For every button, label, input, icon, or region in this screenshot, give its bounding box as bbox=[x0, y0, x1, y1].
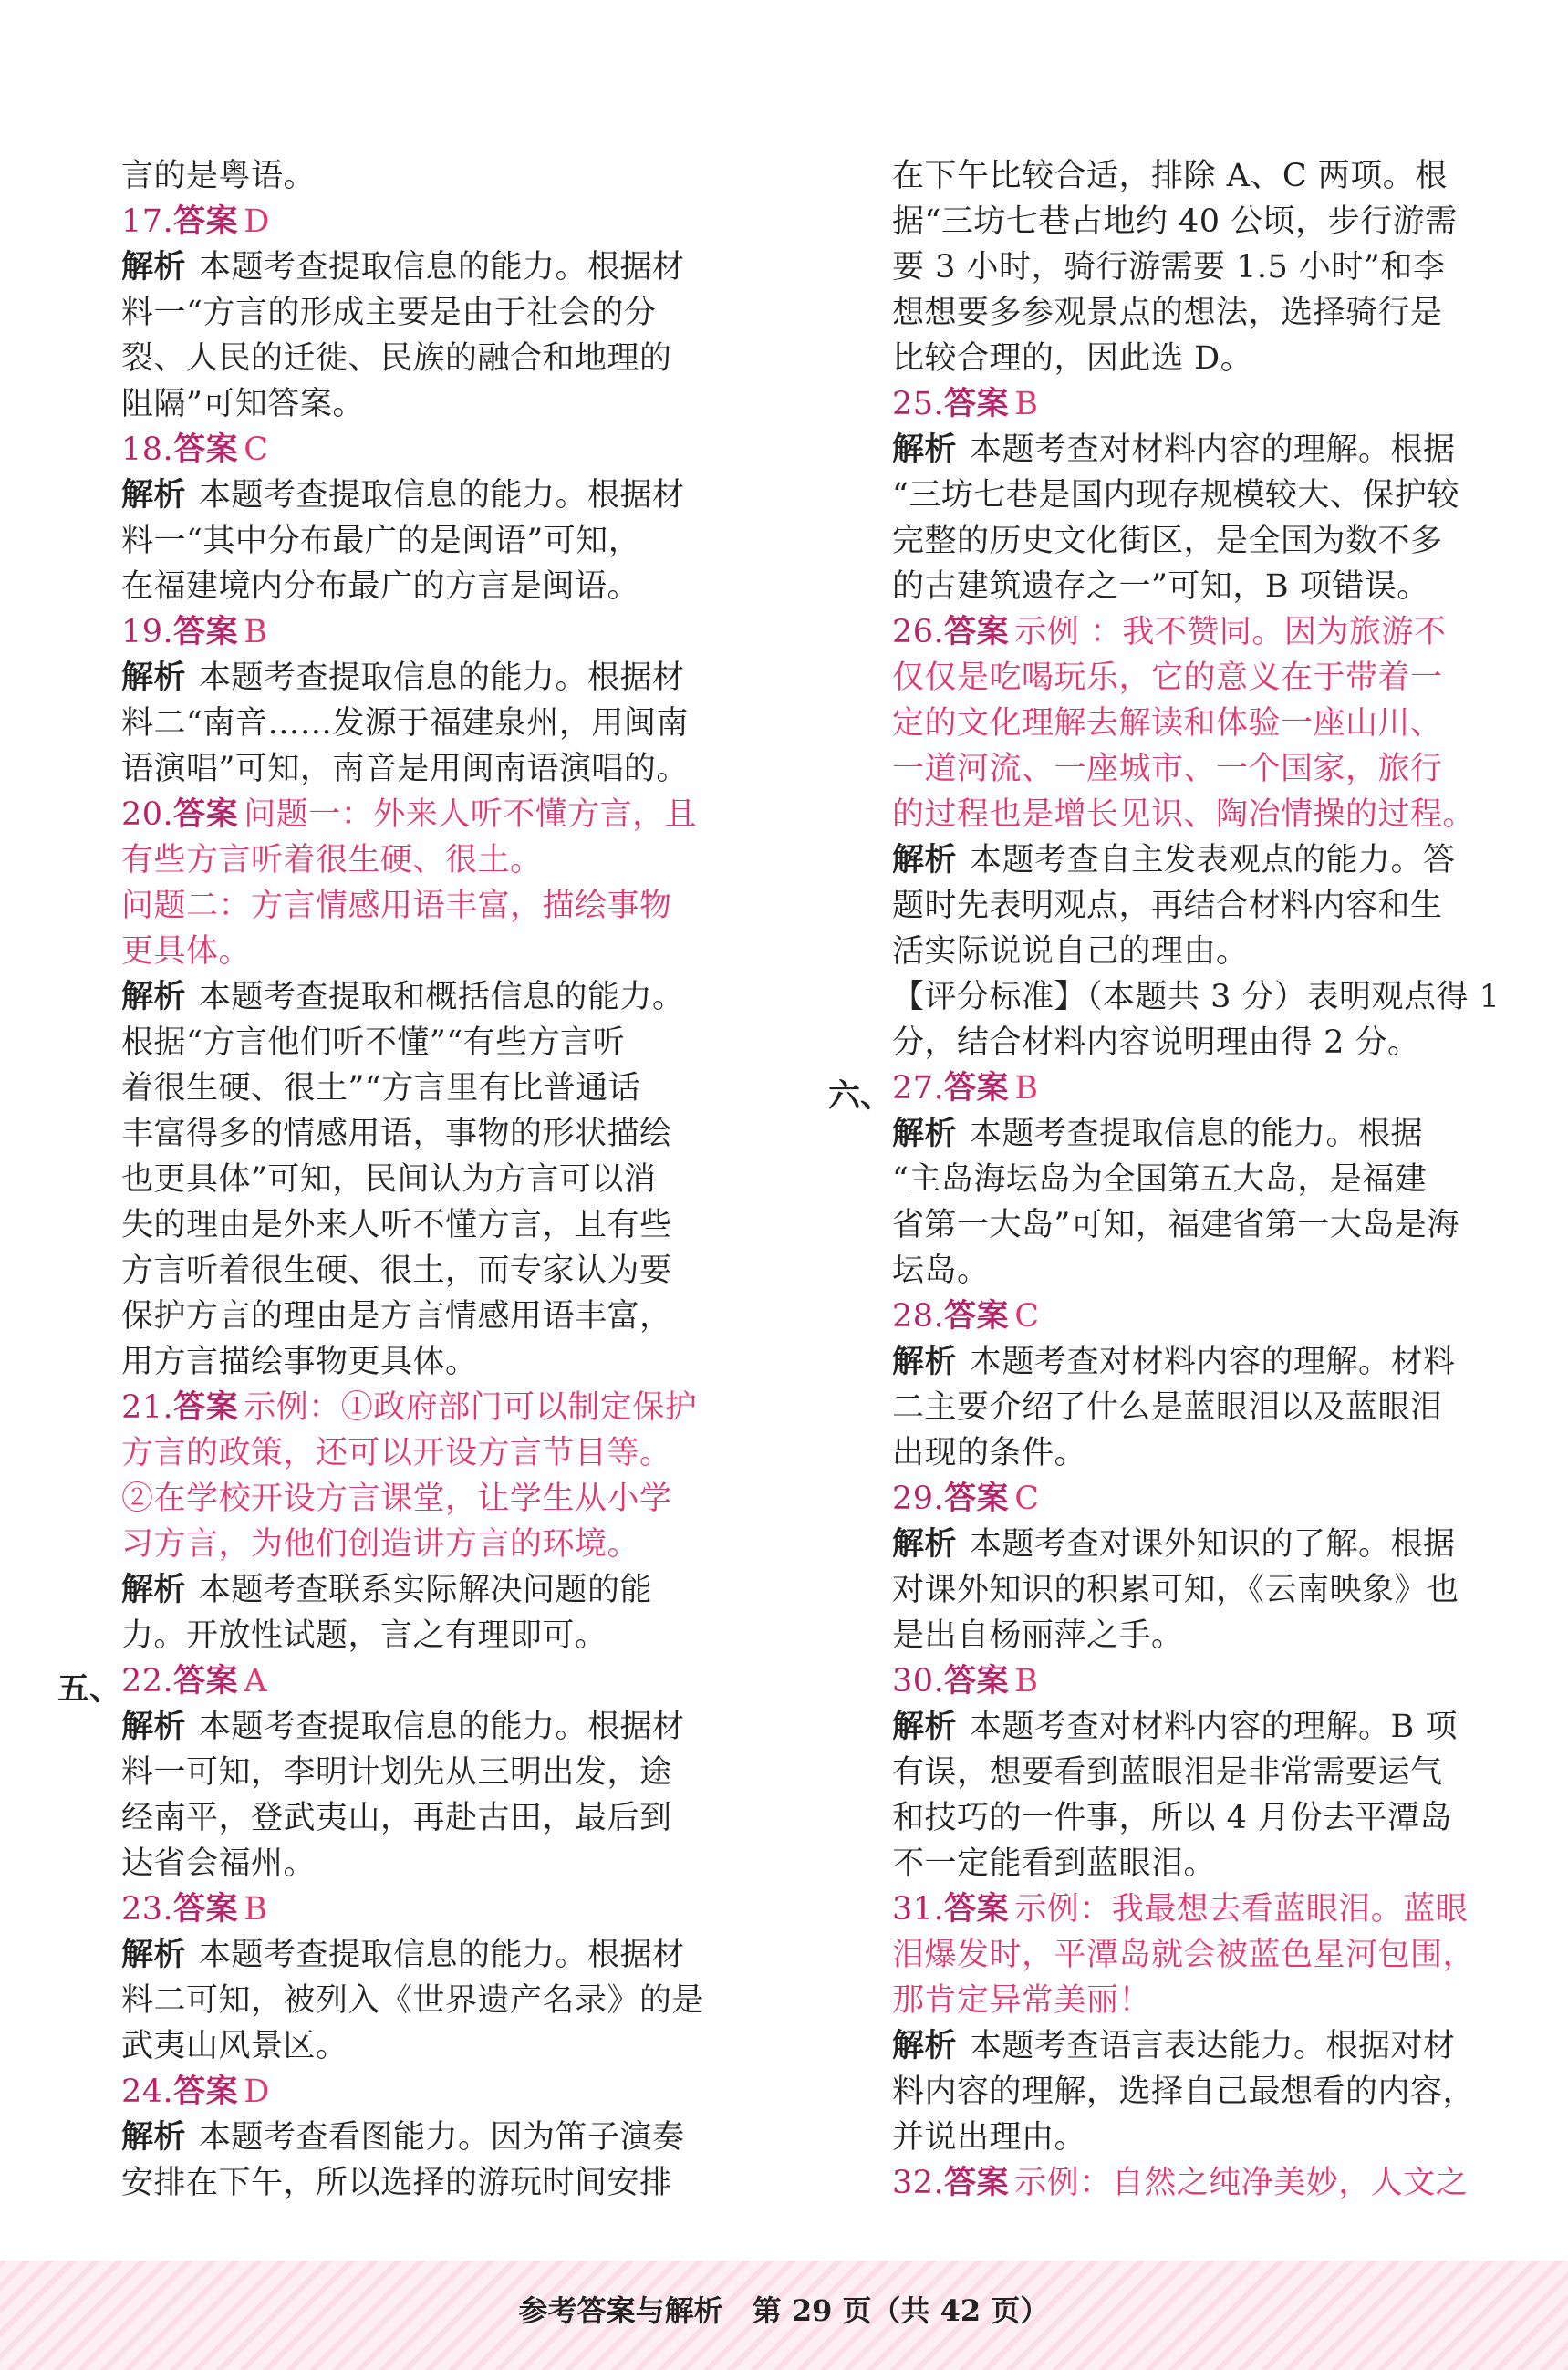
text-line bbox=[121, 1978, 723, 2023]
body-text: 不一定能看到蓝眼泪。 bbox=[892, 1845, 1217, 1882]
body-text: 想想要多参观景点的想法，选择骑行是 bbox=[892, 295, 1443, 331]
body-text: 省第一大岛”可知，福建省第一大岛是海 bbox=[892, 1207, 1459, 1243]
answer-label: 答案 bbox=[944, 1662, 1010, 1700]
analysis-line bbox=[121, 1567, 723, 1613]
analysis-line bbox=[892, 1704, 1496, 1750]
text-line bbox=[121, 1841, 723, 1887]
text-line bbox=[892, 2115, 1496, 2160]
analysis-line bbox=[121, 244, 723, 290]
analysis-label: 解析 bbox=[121, 1937, 187, 1973]
body-text: 安排在下午，所以选择的游玩时间安排 bbox=[121, 2165, 672, 2201]
answer-label: 答案 bbox=[173, 2073, 239, 2110]
answer-value: B bbox=[1014, 386, 1039, 422]
analysis-label: 解析 bbox=[121, 660, 187, 696]
body-text: 料一“方言的形成主要是由于社会的分 bbox=[121, 295, 657, 331]
section-number: 五、 bbox=[57, 1670, 122, 1708]
answer-line bbox=[892, 1294, 1496, 1339]
body-text: 题时先表明观点，再结合材料内容和生 bbox=[892, 888, 1443, 924]
text-line bbox=[121, 336, 723, 381]
analysis-line bbox=[121, 473, 723, 518]
text-line bbox=[121, 1476, 723, 1522]
question-number: 26. bbox=[892, 614, 945, 650]
text-line bbox=[121, 746, 723, 792]
analysis-text: 本题考查对材料内容的理解。B 项 bbox=[970, 1709, 1458, 1745]
answer-line bbox=[121, 199, 723, 244]
text-line bbox=[121, 381, 723, 427]
text-line bbox=[892, 883, 1496, 929]
text-line bbox=[892, 1020, 1496, 1065]
answer-text: 定的文化理解去解读和体验一座山川、 bbox=[892, 705, 1443, 742]
answer-line bbox=[892, 1065, 1496, 1111]
text-line bbox=[121, 153, 723, 199]
analysis-text: 本题考查提取信息的能力。根据材 bbox=[199, 249, 685, 286]
text-line bbox=[892, 746, 1496, 792]
text-line bbox=[121, 2023, 723, 2069]
body-text: 对课外知识的积累可知，《云南映象》也 bbox=[892, 1572, 1459, 1608]
text-line bbox=[892, 1750, 1496, 1795]
answer-line bbox=[892, 2160, 1496, 2206]
text-line bbox=[121, 1020, 723, 1065]
body-text: 根据“方言他们听不懂”“有些方言听 bbox=[121, 1024, 626, 1061]
body-text: 失的理由是外来人听不懂方言，且有些 bbox=[121, 1207, 672, 1243]
body-text: 料二可知，被列入《世界遗产名录》的是 bbox=[121, 1982, 705, 2019]
text-line bbox=[892, 336, 1496, 381]
text-line bbox=[892, 473, 1496, 518]
analysis-text: 本题考查提取信息的能力。根据材 bbox=[199, 660, 685, 696]
analysis-text: 本题考查对材料内容的理解。材料 bbox=[970, 1344, 1456, 1380]
answer-text: 一道河流、一座城市、一个国家，旅行 bbox=[892, 751, 1443, 787]
question-number: 22. bbox=[121, 1663, 174, 1700]
text-line bbox=[121, 1750, 723, 1795]
body-text: 达省会福州。 bbox=[121, 1845, 317, 1882]
answer-label: 答案 bbox=[173, 203, 239, 240]
answer-line bbox=[121, 2069, 723, 2115]
answer-value: C bbox=[1014, 1298, 1040, 1335]
question-number: 20. bbox=[121, 796, 174, 833]
answer-value: 示例 ：我不赞同。因为旅游不 bbox=[1014, 614, 1447, 650]
text-line bbox=[892, 1841, 1496, 1887]
text-line bbox=[892, 1385, 1496, 1430]
text-line bbox=[892, 244, 1496, 290]
text-line bbox=[892, 1795, 1496, 1841]
body-text: 在下午比较合适，排除 A、C 两项。根 bbox=[892, 158, 1448, 194]
answer-label: 答案 bbox=[944, 1069, 1010, 1107]
text-line bbox=[121, 1248, 723, 1294]
answer-value: B bbox=[1014, 1070, 1039, 1107]
text-line bbox=[892, 792, 1496, 837]
answer-text: 那肯定异常美丽！ bbox=[892, 1982, 1152, 2019]
text-line bbox=[121, 290, 723, 336]
answer-label: 答案 bbox=[173, 795, 239, 833]
text-line bbox=[892, 1978, 1496, 2023]
analysis-label: 解析 bbox=[892, 842, 958, 878]
body-text: 用方言描绘事物更具体。 bbox=[121, 1344, 478, 1380]
answer-label: 答案 bbox=[173, 431, 239, 468]
text-line bbox=[121, 1157, 723, 1202]
analysis-line bbox=[892, 427, 1496, 473]
text-line bbox=[121, 701, 723, 746]
question-number: 30. bbox=[892, 1663, 945, 1700]
text-line bbox=[892, 1430, 1496, 1476]
body-text: 裂、人民的迁徙、民族的融合和地理的 bbox=[121, 340, 672, 377]
answer-label: 答案 bbox=[944, 1480, 1010, 1517]
answer-label: 答案 bbox=[173, 613, 239, 650]
body-text: 的古建筑遗存之一”可知，B 项错误。 bbox=[892, 568, 1429, 605]
text-line bbox=[892, 701, 1496, 746]
body-text: 料一“其中分布最广的是闽语”可知， bbox=[121, 523, 641, 559]
answer-line bbox=[892, 1476, 1496, 1522]
answer-value: C bbox=[244, 431, 269, 468]
question-number: 23. bbox=[121, 1891, 174, 1928]
answer-label: 答案 bbox=[944, 1297, 1010, 1335]
body-text: 料二“南音……发源于福建泉州，用闽南 bbox=[121, 705, 689, 742]
answer-label: 答案 bbox=[173, 1662, 239, 1700]
text-line bbox=[121, 1065, 723, 1111]
answer-label: 答案 bbox=[173, 1388, 239, 1426]
body-text: 有误，想要看到蓝眼泪是非常需要运气 bbox=[892, 1754, 1443, 1791]
answer-line bbox=[892, 381, 1496, 427]
text-line bbox=[121, 518, 723, 564]
text-line bbox=[892, 2069, 1496, 2115]
answer-value: B bbox=[244, 614, 268, 650]
body-text: “三坊七巷是国内现存规模较大、保护较 bbox=[892, 477, 1459, 514]
body-text: 语演唱”可知，南音是用闽南语演唱的。 bbox=[121, 751, 689, 787]
answer-line bbox=[121, 792, 723, 837]
answer-text: 有些方言听着很生硬、很土。 bbox=[121, 842, 543, 878]
answer-text: 泪爆发时，平潭岛就会被蓝色星河包围， bbox=[892, 1937, 1476, 1973]
analysis-text: 本题考查对材料内容的理解。根据 bbox=[970, 431, 1456, 468]
text-line bbox=[892, 564, 1496, 609]
body-text: 武夷山风景区。 bbox=[121, 2028, 348, 2064]
question-number: 18. bbox=[121, 431, 174, 468]
answer-value: B bbox=[244, 1891, 268, 1928]
question-number: 21. bbox=[121, 1389, 174, 1426]
answer-label: 答案 bbox=[944, 613, 1010, 650]
text-line bbox=[121, 1339, 723, 1385]
text-line bbox=[121, 1522, 723, 1567]
analysis-label: 解析 bbox=[892, 2028, 958, 2064]
text-line bbox=[892, 1157, 1496, 1202]
analysis-text: 本题考查提取信息的能力。根据材 bbox=[199, 1937, 685, 1973]
text-line bbox=[892, 1248, 1496, 1294]
analysis-label: 解析 bbox=[121, 249, 187, 286]
text-line bbox=[121, 883, 723, 929]
body-text: 据“三坊七巷占地约 40 公顷，步行游需 bbox=[892, 203, 1458, 240]
body-text: 也更具体”可知，民间认为方言可以消 bbox=[121, 1161, 657, 1198]
analysis-label: 解析 bbox=[121, 2119, 187, 2156]
text-line bbox=[892, 199, 1496, 244]
analysis-line bbox=[892, 2023, 1496, 2069]
question-number: 28. bbox=[892, 1298, 945, 1335]
analysis-text: 本题考查联系实际解决问题的能 bbox=[199, 1572, 653, 1608]
analysis-text: 本题考查提取信息的能力。根据材 bbox=[199, 1709, 685, 1745]
answer-label: 答案 bbox=[944, 1890, 1010, 1928]
page-footer: 参考答案与解析 第 29 页（共 42 页） bbox=[518, 2293, 1050, 2328]
text-line bbox=[121, 1111, 723, 1157]
right-column bbox=[828, 153, 1501, 2206]
answer-value: A bbox=[244, 1663, 267, 1700]
text-line bbox=[121, 1202, 723, 1248]
body-text: 比较合理的，因此选 D。 bbox=[892, 340, 1253, 377]
analysis-line bbox=[892, 1111, 1496, 1157]
text-line bbox=[892, 974, 1501, 1020]
analysis-label: 解析 bbox=[892, 1709, 958, 1745]
analysis-text: 本题考查语言表达能力。根据对材 bbox=[970, 2028, 1456, 2064]
answer-line bbox=[121, 609, 723, 655]
body-text: 分，结合材料内容说明理由得 2 分。 bbox=[892, 1024, 1420, 1061]
body-text: 言的是粤语。 bbox=[121, 158, 317, 194]
left-column bbox=[57, 153, 723, 2206]
body-text: 保护方言的理由是方言情感用语丰富， bbox=[121, 1298, 672, 1335]
body-text: 阻隔”可知答案。 bbox=[121, 386, 365, 422]
question-number: 25. bbox=[892, 386, 945, 422]
body-text: 坛岛。 bbox=[892, 1253, 990, 1289]
analysis-text: 本题考查自主发表观点的能力。答 bbox=[970, 842, 1456, 878]
text-line bbox=[121, 1294, 723, 1339]
analysis-text: 本题考查提取信息的能力。根据材 bbox=[199, 477, 685, 514]
answer-text: 问题二：方言情感用语丰富，描绘事物 bbox=[121, 888, 672, 924]
question-number: 17. bbox=[121, 203, 174, 240]
answer-line bbox=[121, 427, 723, 473]
answer-line bbox=[892, 1658, 1496, 1704]
text-line bbox=[121, 1613, 723, 1658]
question-number: 31. bbox=[892, 1891, 945, 1928]
answer-text: 仅仅是吃喝玩乐，它的意义在于带着一 bbox=[892, 660, 1443, 696]
body-text: 料一可知，李明计划先从三明出发，途 bbox=[121, 1754, 672, 1791]
answer-value: 问题一：外来人听不懂方言，且 bbox=[244, 796, 698, 833]
answer-value: D bbox=[244, 203, 270, 240]
analysis-label: 解析 bbox=[121, 979, 187, 1015]
question-number: 24. bbox=[121, 2074, 174, 2110]
body-text: 在福建境内分布最广的方言是闽语。 bbox=[121, 568, 640, 605]
analysis-line bbox=[892, 1339, 1496, 1385]
analysis-label: 解析 bbox=[121, 1709, 187, 1745]
answer-line bbox=[892, 609, 1496, 655]
answer-line bbox=[892, 1887, 1496, 1932]
question-number: 27. bbox=[892, 1070, 945, 1107]
question-number: 32. bbox=[892, 2165, 945, 2201]
text-line bbox=[892, 153, 1496, 199]
question-number: 29. bbox=[892, 1481, 945, 1517]
text-line bbox=[121, 564, 723, 609]
answer-line bbox=[121, 1887, 723, 1932]
body-text: 经南平，登武夷山，再赴古田，最后到 bbox=[121, 1800, 672, 1836]
question-number: 19. bbox=[121, 614, 174, 650]
answer-text: 的过程也是增长见识、陶冶情操的过程。 bbox=[892, 796, 1476, 833]
analysis-line bbox=[121, 1704, 723, 1750]
body-text: 力。开放性试题，言之有理即可。 bbox=[121, 1617, 607, 1654]
text-line bbox=[892, 1613, 1496, 1658]
body-text: 完整的历史文化街区，是全国为数不多 bbox=[892, 523, 1443, 559]
body-text: 二主要介绍了什么是蓝眼泪以及蓝眼泪 bbox=[892, 1389, 1443, 1426]
section-number: 六、 bbox=[828, 1077, 893, 1115]
text-line bbox=[121, 929, 723, 974]
answer-value: 示例：①政府部门可以制定保护 bbox=[244, 1389, 698, 1426]
analysis-line bbox=[121, 974, 723, 1020]
body-text: 活实际说说自己的理由。 bbox=[892, 933, 1249, 970]
body-text: 是出自杨丽萍之手。 bbox=[892, 1617, 1184, 1654]
analysis-line bbox=[892, 837, 1496, 883]
text-line bbox=[892, 518, 1496, 564]
body-text: “主岛海坛岛为全国第五大岛，是福建 bbox=[892, 1161, 1428, 1198]
analysis-label: 解析 bbox=[892, 1344, 958, 1380]
analysis-label: 解析 bbox=[121, 477, 187, 514]
body-text: 方言听着很生硬、很土，而专家认为要 bbox=[121, 1253, 672, 1289]
text-line bbox=[892, 929, 1496, 974]
answer-line bbox=[121, 1658, 723, 1704]
answer-value: 示例：我最想去看蓝眼泪。蓝眼 bbox=[1014, 1891, 1469, 1928]
text-line bbox=[121, 2160, 723, 2206]
answer-line bbox=[121, 1385, 723, 1430]
text-line bbox=[121, 837, 723, 883]
analysis-label: 解析 bbox=[121, 1572, 187, 1608]
answer-text: 更具体。 bbox=[121, 933, 252, 970]
analysis-line bbox=[121, 1932, 723, 1978]
body-text: 料内容的理解，选择自己最想看的内容， bbox=[892, 2074, 1476, 2110]
analysis-line bbox=[121, 655, 723, 701]
analysis-text: 本题考查看图能力。因为笛子演奏 bbox=[199, 2119, 685, 2156]
answer-text: ②在学校开设方言课堂，让学生从小学 bbox=[121, 1481, 672, 1517]
answer-label: 答案 bbox=[944, 385, 1010, 422]
text-line bbox=[892, 1932, 1496, 1978]
analysis-line bbox=[121, 2115, 723, 2160]
text-line bbox=[121, 1795, 723, 1841]
analysis-label: 解析 bbox=[892, 1526, 958, 1563]
answer-value: 示例：自然之纯净美妙，人文之 bbox=[1014, 2165, 1469, 2201]
answer-label: 答案 bbox=[173, 1890, 239, 1928]
body-text: 【评分标准】（本题共 3 分）表明观点得 1 bbox=[892, 979, 1501, 1015]
answer-value: C bbox=[1014, 1481, 1040, 1517]
body-text: 和技巧的一件事，所以 4 月份去平潭岛 bbox=[892, 1800, 1453, 1836]
text-line bbox=[892, 655, 1496, 701]
analysis-text: 本题考查对课外知识的了解。根据 bbox=[970, 1526, 1456, 1563]
body-text: 要 3 小时，骑行游需要 1.5 小时”和李 bbox=[892, 249, 1446, 286]
body-text: 出现的条件。 bbox=[892, 1435, 1087, 1471]
answer-text: 习方言，为他们创造讲方言的环境。 bbox=[121, 1526, 640, 1563]
body-text: 着很生硬、很土”“方言里有比普通话 bbox=[121, 1070, 641, 1107]
answer-text: 方言的政策，还可以开设方言节目等。 bbox=[121, 1435, 672, 1471]
text-line bbox=[121, 1430, 723, 1476]
analysis-text: 本题考查提取和概括信息的能力。 bbox=[199, 979, 685, 1015]
analysis-label: 解析 bbox=[892, 1116, 958, 1152]
answer-label: 答案 bbox=[944, 2164, 1010, 2201]
answer-value: D bbox=[244, 2074, 270, 2110]
analysis-text: 本题考查提取信息的能力。根据 bbox=[970, 1116, 1424, 1152]
answer-value: B bbox=[1014, 1663, 1039, 1700]
analysis-line bbox=[892, 1522, 1496, 1567]
body-text: 丰富得多的情感用语，事物的形状描绘 bbox=[121, 1116, 672, 1152]
text-line bbox=[892, 1567, 1496, 1613]
text-line bbox=[892, 290, 1496, 336]
analysis-label: 解析 bbox=[892, 431, 958, 468]
text-line bbox=[892, 1202, 1496, 1248]
body-text: 并说出理由。 bbox=[892, 2119, 1087, 2156]
